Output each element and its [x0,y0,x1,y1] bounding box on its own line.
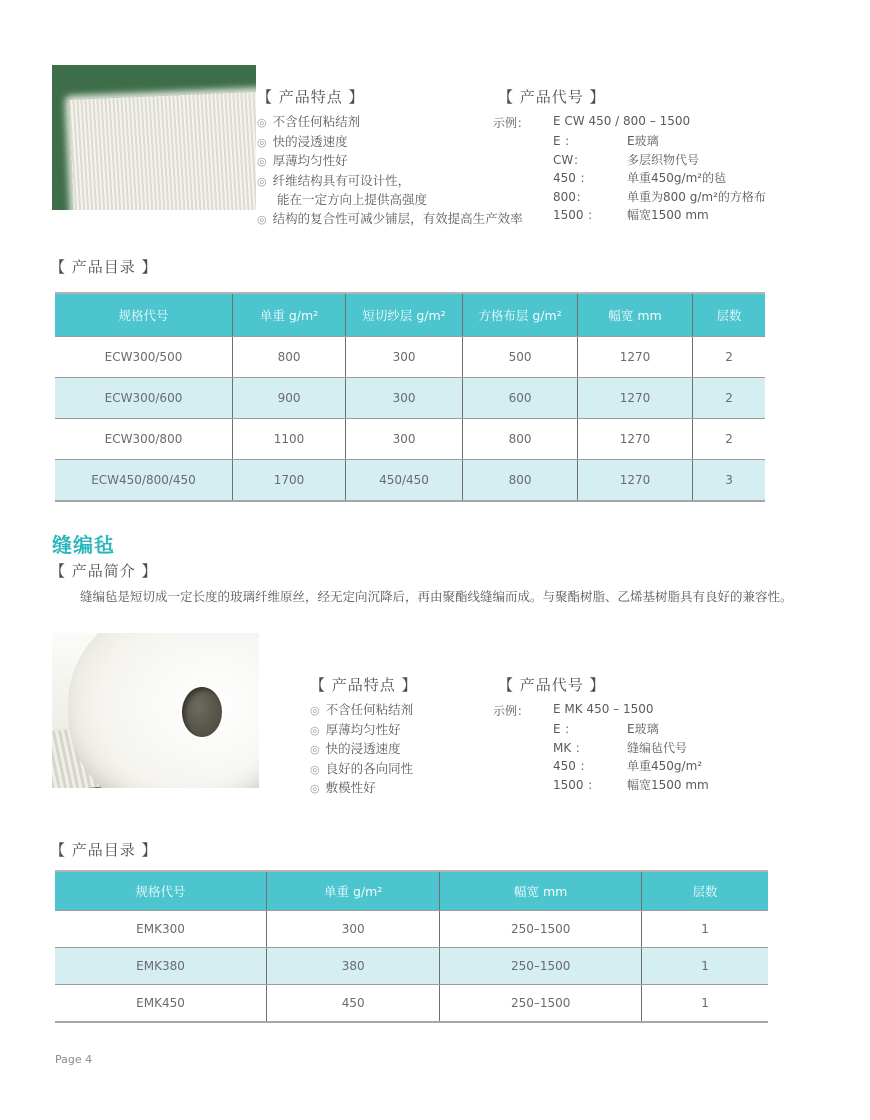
catalog-heading-2: 【 产品目录 】 [50,841,158,859]
codes-heading: 【 产品代号 】 [498,676,606,694]
feature-text: 不含任何粘结剂 [272,114,361,129]
header-cell: 层数 [641,872,768,910]
table-cell: 600 [462,378,577,418]
product-photo-stitched-mat-roll [52,633,259,788]
example-code: E MK 450 – 1500 [553,702,654,716]
table-cell: 3 [692,460,765,500]
table-header-row [55,294,765,336]
code-legend [493,114,766,224]
feature-text: 良好的各向同性 [325,760,414,776]
table-cell: 1 [641,948,768,984]
ring-bullet-icon: ◎ [310,782,320,796]
table-cell: 300 [266,911,439,947]
features-section-1 [257,86,523,230]
table-cell: 300 [345,378,462,418]
table-cell: 2 [692,419,765,459]
table-cell: 2 [692,337,765,377]
table-row [55,418,765,459]
table-row [55,459,765,500]
features-heading: 【 产品特点 】 [310,676,418,694]
code-token: E ： [553,722,577,737]
ring-bullet-icon: ◎ [310,723,320,737]
table-row [55,910,768,947]
table-cell: ECW300/500 [104,350,183,364]
roll-graphic [68,633,259,788]
table-cell: 250–1500 [439,948,641,984]
table-row [55,336,765,377]
section-title-stitched-mat: 缝编毡 [52,533,115,557]
code-token: 450 ： [553,171,592,186]
catalog-heading-1: 【 产品目录 】 [50,258,158,276]
code-token: 450 ： [553,759,592,774]
code-desc: 幅宽1500 mm [627,207,709,222]
header-cell: 幅宽 mm [439,872,641,910]
codes-section-1 [493,86,766,224]
table-cell: 500 [462,337,577,377]
table-cell: EMK450 [136,996,185,1010]
table-cell: 450/450 [345,460,462,500]
header-cell: 方格布层 g/m² [462,294,577,336]
example-code: E CW 450 / 800 – 1500 [553,114,691,128]
code-token: 800： [553,189,588,204]
table-cell: 800 [232,337,345,377]
code-desc: 单重为800 g/m²的方格布 [627,189,766,204]
code-token: 1500 ： [553,777,600,792]
feature-item [257,133,523,153]
ring-bullet-icon: ◎ [257,212,267,226]
table-row [55,984,768,1021]
features-section-2 [310,674,418,799]
code-token: E ： [553,134,577,149]
table-cell: 1700 [232,460,345,500]
feature-item [310,740,418,760]
ring-bullet-icon: ◎ [257,135,267,149]
code-legend [493,702,709,794]
mat-corner-graphic [69,91,256,210]
header-cell: 规格代号 [118,308,169,323]
example-label: 示例： [493,704,530,718]
intro-text: 缝编毡是短切成一定长度的玻璃纤维原丝，经无定向沉降后，再由聚酯线缝编而成。与聚酯树脂、乙烯基树脂具有良好的兼容性。 [80,589,793,604]
page-number: Page 4 [55,1053,93,1066]
table-cell: 300 [345,337,462,377]
feature-item [257,152,523,172]
feature-text: 快的浸透速度 [325,741,401,757]
code-desc: 幅宽1500 mm [627,777,709,792]
features-heading: 【 产品特点 】 [257,88,365,106]
table-cell: 450 [266,985,439,1021]
code-token: MK ： [553,740,588,755]
header-cell: 规格代号 [135,884,186,899]
table-cell: ECW450/800/450 [91,473,196,487]
ring-bullet-icon: ◎ [257,155,267,169]
table-cell: 380 [266,948,439,984]
table-cell: 800 [462,460,577,500]
code-desc: 缝编毡代号 [627,740,688,755]
table-cell: 800 [462,419,577,459]
feature-text: 不含任何粘结剂 [325,702,414,717]
table-cell: 2 [692,378,765,418]
feature-item [257,113,523,133]
feature-item [257,172,523,192]
table-cell: 1270 [577,460,692,500]
table-cell: 1100 [232,419,345,459]
ring-bullet-icon: ◎ [310,743,320,757]
codes-section-2 [493,674,709,794]
table-cell: 1 [641,911,768,947]
code-token: CW： [553,152,586,167]
feature-text: 敷模性好 [325,780,376,796]
table-cell: 900 [232,378,345,418]
table-cell: 1270 [577,419,692,459]
code-desc: 单重450g/m²的毡 [627,171,727,186]
header-cell: 短切纱层 g/m² [345,294,462,336]
table-cell: 1 [641,985,768,1021]
feature-item-continuation [257,191,523,210]
code-token: 1500 ： [553,207,600,222]
table-cell: ECW300/600 [104,391,183,405]
feature-item [257,210,523,230]
code-desc: E玻璃 [627,722,659,737]
feature-text: 纤维结构具有可设计性， [272,172,411,188]
table-cell: 1270 [577,378,692,418]
table-cell: EMK380 [136,959,185,973]
feature-text: 厚薄均匀性好 [325,721,401,737]
product-photo-multilayer-mat [52,65,256,210]
spec-table-stitched-mat [55,870,768,1023]
feature-text: 厚薄均匀性好 [272,153,348,169]
ring-bullet-icon: ◎ [257,174,267,188]
header-cell: 幅宽 mm [577,294,692,336]
feature-text: 能在一定方向上提供高强度 [277,192,428,208]
code-desc: 单重450g/m² [627,759,703,774]
table-header-row [55,872,768,910]
ring-bullet-icon: ◎ [257,116,267,129]
table-cell: 1270 [577,337,692,377]
header-cell: 单重 g/m² [232,294,345,336]
feature-text: 结构的复合性可减少铺层，有效提高生产效率 [272,210,523,226]
ring-bullet-icon: ◎ [310,704,320,717]
ring-bullet-icon: ◎ [310,762,320,776]
codes-heading: 【 产品代号 】 [498,88,606,106]
header-cell: 层数 [692,294,765,336]
table-row [55,377,765,418]
table-cell: 250–1500 [439,911,641,947]
feature-text: 快的浸透速度 [272,133,348,149]
feature-item [310,721,418,741]
table-cell: EMK300 [136,922,185,936]
code-desc: E玻璃 [627,134,659,149]
table-row [55,947,768,984]
code-desc: 多层织物代号 [627,152,700,167]
table-cell: ECW300/800 [104,432,183,446]
spec-table-multilayer [55,292,765,502]
table-cell: 250–1500 [439,985,641,1021]
feature-item [310,779,418,799]
table-cell: 300 [345,419,462,459]
feature-item [310,760,418,780]
feature-item [310,701,418,721]
example-label: 示例： [493,116,530,130]
header-cell: 单重 g/m² [266,872,439,910]
intro-heading: 【 产品简介 】 [50,562,158,580]
